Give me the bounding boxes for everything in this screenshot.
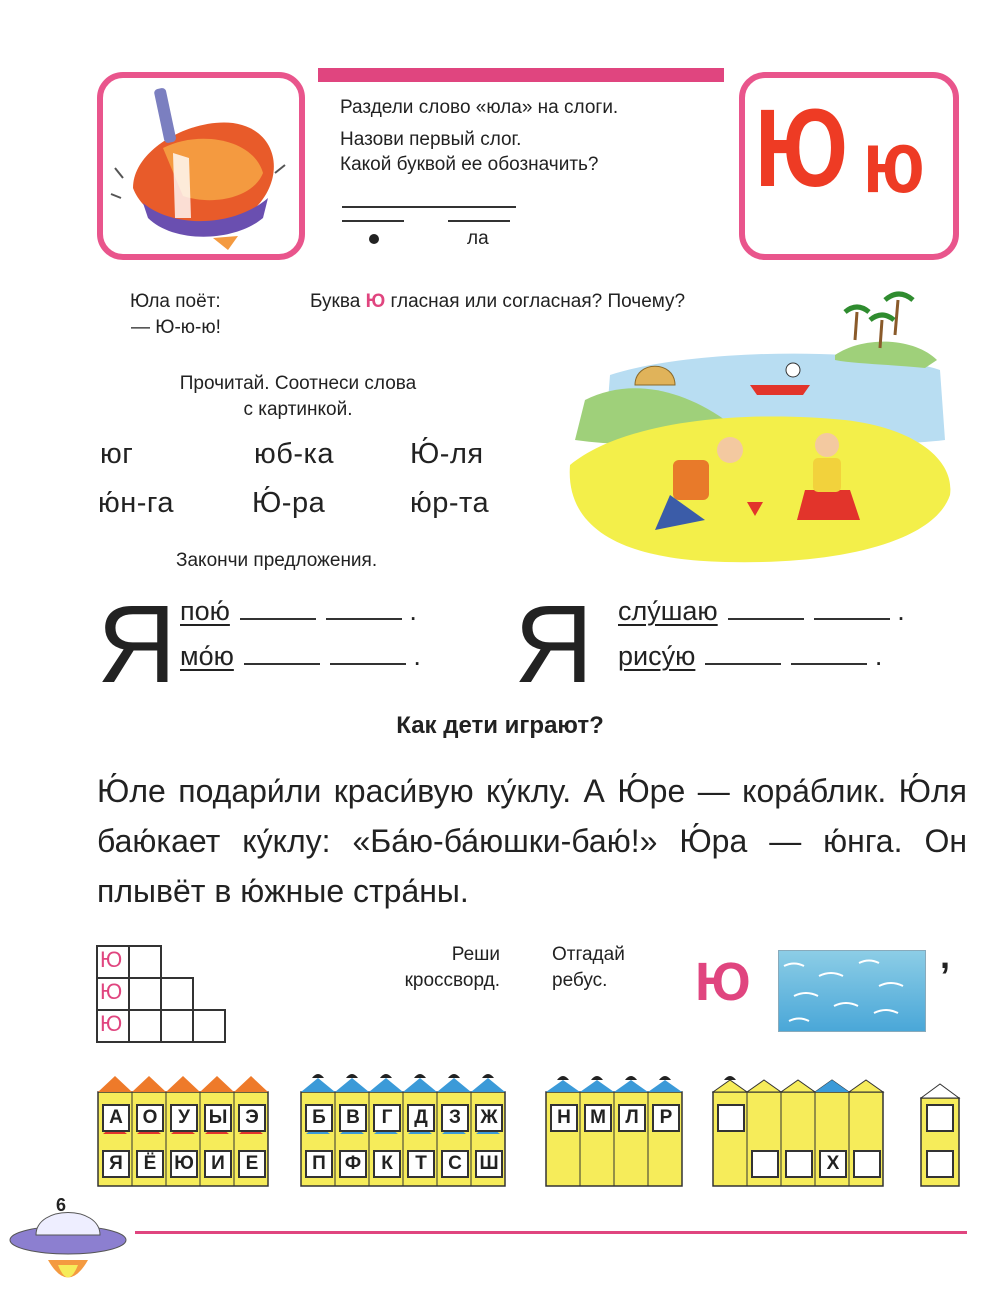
sentence-right-2: рису́ю . — [618, 641, 883, 671]
vowel-cell: И — [204, 1150, 232, 1178]
crossword-label-2: кроссворд. — [404, 969, 500, 991]
story-title: Как дети играют? — [396, 712, 604, 739]
vowel-question: Буква Ю гласная или согласная? Почему? — [310, 291, 686, 312]
task-line-1: Раздели слово «юла» на слоги. — [340, 97, 619, 118]
crossword-label-1: Реши — [451, 944, 500, 965]
empty-cell[interactable] — [926, 1150, 954, 1178]
consonant-cell: П — [305, 1150, 333, 1178]
sonorant-cell: М — [584, 1104, 612, 1132]
story-line-3: плывёт в ю́жные стра́ны. — [97, 873, 469, 909]
sonorant-cell: Л — [618, 1104, 646, 1132]
consonant-cell: Т — [407, 1150, 435, 1178]
consonant-cell: К — [373, 1150, 401, 1178]
sonorant-cell: Н — [550, 1104, 578, 1132]
crossword-letter-3: Ю — [100, 1011, 123, 1036]
vowel-cell: Э — [238, 1104, 266, 1132]
yula-sings-line-2: — Ю-ю-ю! — [131, 316, 221, 338]
spinning-top-frame — [97, 72, 305, 260]
consonant-cell: Г — [373, 1104, 401, 1132]
task-line-2: Назови первый слог. — [340, 128, 522, 150]
consonant-cell: Ж — [475, 1104, 503, 1132]
letter-upper: Ю — [755, 87, 849, 210]
crossword-grid[interactable] — [96, 945, 231, 1050]
word-yubka: юб-ка — [254, 438, 334, 470]
letter-card — [739, 72, 959, 260]
letter-lower: ю — [863, 112, 925, 211]
crossword-letter-1: Ю — [100, 947, 123, 972]
read-task-line-1: Прочитай. Соотнеси слова — [179, 373, 417, 394]
pronoun-ya-left: Я — [97, 583, 177, 706]
vowel-cell: Ы — [204, 1104, 232, 1132]
bottom-pink-line — [135, 1231, 967, 1234]
task-line-3: Какой буквой ее обозначить? — [340, 154, 599, 176]
consonant-cell: Ф — [339, 1150, 367, 1178]
page-number: 6 — [56, 1195, 67, 1215]
sentence-left-1: пою́ . — [180, 596, 417, 626]
word-yura: Ю́-ра — [252, 487, 326, 519]
empty-cell[interactable] — [717, 1104, 745, 1132]
consonant-cell: Ш — [475, 1150, 503, 1178]
vowel-cell: Ю — [170, 1150, 198, 1178]
vowel-cell: А — [102, 1104, 130, 1132]
vowel-cell: Ё — [136, 1150, 164, 1178]
question-letter: Ю — [365, 291, 386, 312]
word-yug: юг — [100, 438, 134, 470]
story-line-1: Ю́ле подари́ли краси́вую ку́клу. А Ю́ре — кора́блик. Ю́ля — [97, 773, 967, 809]
top-pink-bar — [318, 68, 724, 82]
word-yulya: Ю́-ля — [410, 438, 484, 470]
empty-cell[interactable] — [853, 1150, 881, 1178]
crossword-letter-2: Ю — [100, 979, 123, 1004]
empty-cell[interactable] — [751, 1150, 779, 1178]
word-yurta: ю́р-та — [410, 487, 490, 519]
syllable-la: ла — [467, 228, 489, 249]
finish-task: Закончи предложения. — [176, 550, 378, 571]
vowel-cell: У — [170, 1104, 198, 1132]
read-task-line-2: с картинкой. — [243, 398, 353, 420]
consonant-cell: Б — [305, 1104, 333, 1132]
word-yunga: ю́н-га — [98, 487, 174, 519]
consonant-cell: С — [441, 1150, 469, 1178]
consonant-cell: В — [339, 1104, 367, 1132]
sentence-right-1: слу́шаю . — [618, 596, 905, 626]
vowel-cell: Е — [238, 1150, 266, 1178]
story-line-2: баю́кает ку́клу: «Ба́ю-ба́юшки-баю́!» Ю́ра — ю́нга. Он — [97, 823, 967, 859]
pronoun-ya-right: Я — [514, 583, 594, 706]
x-cell: Х — [819, 1150, 847, 1178]
rebus-sea-picture — [778, 950, 926, 1032]
vowel-cell: Я — [102, 1150, 130, 1178]
beach-illustration — [565, 290, 965, 575]
rebus-label-1: Отгадай — [552, 944, 625, 965]
consonant-cell: З — [441, 1104, 469, 1132]
vowel-cell: О — [136, 1104, 164, 1132]
spinning-top-illustration — [103, 78, 299, 254]
sonorant-cell: Р — [652, 1104, 680, 1132]
consonant-cell: Д — [407, 1104, 435, 1132]
empty-cell[interactable] — [926, 1104, 954, 1132]
ufo-page-badge — [8, 1185, 128, 1295]
rebus-comma: , — [940, 935, 951, 976]
syllable-scheme — [342, 200, 522, 250]
sentence-left-2: мо́ю . — [180, 641, 421, 671]
rebus-label-2: ребус. — [552, 969, 608, 991]
empty-cell[interactable] — [785, 1150, 813, 1178]
rebus-letter: Ю — [695, 952, 751, 1012]
yula-sings-line-1: Юла поёт: — [130, 291, 221, 312]
